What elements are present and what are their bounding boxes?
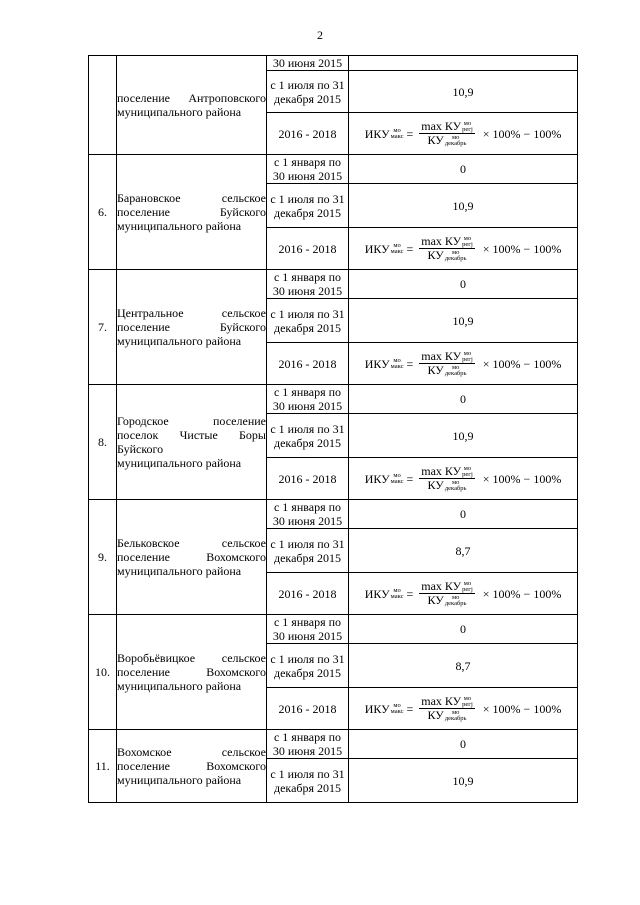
period-cell: 2016 - 2018 xyxy=(267,228,349,270)
formula-tail: × 100% − 100% xyxy=(482,471,562,486)
formula-lhs-symbol: ИКУ xyxy=(364,701,390,716)
municipality-name-line: муниципального района xyxy=(117,334,242,348)
table-row xyxy=(89,730,578,759)
municipality-name-line: муниципального района xyxy=(117,219,242,233)
formula-den-symbol: КУ xyxy=(427,133,444,147)
max-increase-formula xyxy=(365,695,562,722)
formula-den-symbol: КУ xyxy=(427,363,444,377)
value-cell: 0 xyxy=(349,500,578,529)
formula-den-sup: мо xyxy=(451,478,460,486)
municipality-name-line: муниципального района xyxy=(117,456,242,470)
period-cell: с 1 июля по 31 декабря 2015 xyxy=(267,71,349,113)
municipality-name-line: поселение Вохомского xyxy=(117,550,266,564)
value-cell xyxy=(349,228,578,270)
row-number xyxy=(89,56,117,155)
row-number: 7. xyxy=(89,270,117,385)
municipality-name-line: поселение Вохомского xyxy=(117,759,266,773)
formula-num-sub: регj xyxy=(462,240,473,248)
period-cell: с 1 июля по 31 декабря 2015 xyxy=(267,414,349,458)
formula-lhs-symbol: ИКУ xyxy=(364,241,390,256)
period-cell: 2016 - 2018 xyxy=(267,113,349,155)
formula-denominator xyxy=(426,249,469,262)
max-increase-formula xyxy=(365,580,562,607)
formula-den-sup: мо xyxy=(451,593,460,601)
formula-den-sub: декабрь xyxy=(444,714,467,722)
formula-lhs xyxy=(365,472,404,486)
formula-lhs-sub: макс xyxy=(390,592,404,600)
formula-numerator xyxy=(419,580,475,594)
formula-den-indices xyxy=(445,480,467,492)
municipality-name-line: Барановское сельское xyxy=(117,191,266,205)
municipality-name xyxy=(117,615,267,730)
value-cell: 0 xyxy=(349,270,578,299)
formula-den-symbol: КУ xyxy=(427,478,444,492)
table-row xyxy=(89,385,578,414)
period-cell: с 1 января по 30 июня 2015 xyxy=(267,615,349,644)
formula-tail: × 100% − 100% xyxy=(482,586,562,601)
formula-num-indices xyxy=(462,466,473,478)
formula-lhs-indices xyxy=(391,473,404,485)
period-cell: с 1 июля по 31 декабря 2015 xyxy=(267,644,349,688)
formula-lhs xyxy=(365,127,404,141)
municipality-name-line: поселок Чистые Боры xyxy=(117,428,266,442)
tariff-table xyxy=(88,55,578,803)
municipality-name xyxy=(117,155,267,270)
formula-equals: = xyxy=(406,701,414,716)
formula-num-indices xyxy=(462,696,473,708)
formula-lhs-sup: мо xyxy=(393,701,401,709)
municipality-name xyxy=(117,385,267,500)
formula-den-sub: декабрь xyxy=(444,599,467,607)
formula-denominator xyxy=(426,709,469,722)
formula-lhs-indices xyxy=(391,243,404,255)
value-cell: 10,9 xyxy=(349,299,578,343)
period-cell: с 1 января по 30 июня 2015 xyxy=(267,730,349,759)
formula-num-sup: мо xyxy=(463,694,472,702)
formula-numerator xyxy=(419,465,475,479)
formula-lhs-sup: мо xyxy=(393,471,401,479)
formula-num-sub: регj xyxy=(462,355,473,363)
municipality-name-line: поселение Антроповского xyxy=(117,91,266,105)
formula-lhs-sub: макс xyxy=(390,132,404,140)
formula-fraction xyxy=(419,695,475,722)
formula-fraction xyxy=(419,350,475,377)
formula-den-indices xyxy=(445,250,467,262)
formula-numerator xyxy=(419,695,475,709)
formula-den-symbol: КУ xyxy=(427,708,444,722)
max-increase-formula xyxy=(365,465,562,492)
formula-fraction xyxy=(419,120,475,147)
period-cell: с 1 июля по 31 декабря 2015 xyxy=(267,299,349,343)
municipality-name-line: муниципального района xyxy=(117,105,242,119)
formula-den-sup: мо xyxy=(451,133,460,141)
formula-lhs-symbol: ИКУ xyxy=(364,356,390,371)
municipality-name-line: муниципального района xyxy=(117,564,242,578)
municipality-name-line: Вохомское сельское xyxy=(117,745,266,759)
municipality-name-line: Бельковское сельское xyxy=(117,536,266,550)
municipality-name-line: муниципального района xyxy=(117,773,242,787)
formula-den-sup: мо xyxy=(451,708,460,716)
value-cell: 0 xyxy=(349,615,578,644)
municipality-name-line: поселение Буйского xyxy=(117,205,266,219)
period-cell: с 1 июля по 31 декабря 2015 xyxy=(267,529,349,573)
row-number: 10. xyxy=(89,615,117,730)
value-cell xyxy=(349,56,578,71)
municipality-name-line: Буйского xyxy=(117,442,164,456)
formula-lhs-sup: мо xyxy=(393,126,401,134)
formula-num-sup: мо xyxy=(463,579,472,587)
municipality-name xyxy=(117,270,267,385)
formula-den-sub: декабрь xyxy=(444,254,467,262)
formula-denominator xyxy=(426,134,469,147)
row-number: 8. xyxy=(89,385,117,500)
period-cell: 30 июня 2015 xyxy=(267,56,349,71)
period-cell: с 1 января по 30 июня 2015 xyxy=(267,155,349,184)
formula-lhs xyxy=(365,702,404,716)
formula-num-symbol: max КУ xyxy=(421,349,462,363)
formula-tail: × 100% − 100% xyxy=(482,241,562,256)
value-cell xyxy=(349,688,578,730)
formula-equals: = xyxy=(406,241,414,256)
formula-lhs-indices xyxy=(391,358,404,370)
max-increase-formula xyxy=(365,350,562,377)
value-cell: 8,7 xyxy=(349,644,578,688)
formula-den-indices xyxy=(445,365,467,377)
period-cell: 2016 - 2018 xyxy=(267,343,349,385)
formula-num-symbol: max КУ xyxy=(421,234,462,248)
municipality-name xyxy=(117,500,267,615)
formula-num-indices xyxy=(462,121,473,133)
period-cell: с 1 января по 30 июня 2015 xyxy=(267,500,349,529)
municipality-name-line: поселение Буйского xyxy=(117,320,266,334)
formula-tail: × 100% − 100% xyxy=(482,126,562,141)
period-cell: 2016 - 2018 xyxy=(267,688,349,730)
value-cell xyxy=(349,458,578,500)
formula-lhs xyxy=(365,587,404,601)
municipality-name-line: Центральное сельское xyxy=(117,306,266,320)
formula-den-indices xyxy=(445,710,467,722)
formula-lhs-indices xyxy=(391,588,404,600)
formula-den-indices xyxy=(445,135,467,147)
formula-num-sup: мо xyxy=(463,234,472,242)
formula-denominator xyxy=(426,594,469,607)
value-cell xyxy=(349,573,578,615)
value-cell xyxy=(349,343,578,385)
formula-fraction xyxy=(419,580,475,607)
formula-den-sub: декабрь xyxy=(444,139,467,147)
formula-num-sup: мо xyxy=(463,464,472,472)
table-row xyxy=(89,155,578,184)
formula-lhs-sub: макс xyxy=(390,362,404,370)
formula-num-sub: регj xyxy=(462,470,473,478)
formula-num-symbol: max КУ xyxy=(421,464,462,478)
formula-fraction xyxy=(419,465,475,492)
formula-numerator xyxy=(419,350,475,364)
municipality-name-line: Воробьёвицкое сельское xyxy=(117,651,266,665)
formula-num-indices xyxy=(462,581,473,593)
formula-num-symbol: max КУ xyxy=(421,579,462,593)
table-row xyxy=(89,615,578,644)
formula-num-sub: регj xyxy=(462,700,473,708)
formula-equals: = xyxy=(406,126,414,141)
formula-den-sup: мо xyxy=(451,248,460,256)
formula-num-indices xyxy=(462,351,473,363)
formula-lhs-symbol: ИКУ xyxy=(364,126,390,141)
value-cell: 10,9 xyxy=(349,184,578,228)
municipality-name xyxy=(117,56,267,155)
formula-den-symbol: КУ xyxy=(427,248,444,262)
row-number: 11. xyxy=(89,730,117,803)
value-cell xyxy=(349,113,578,155)
max-increase-formula xyxy=(365,235,562,262)
formula-lhs-sup: мо xyxy=(393,356,401,364)
formula-denominator xyxy=(426,364,469,377)
formula-lhs-sup: мо xyxy=(393,586,401,594)
value-cell: 10,9 xyxy=(349,71,578,113)
table-row xyxy=(89,500,578,529)
municipality-name-line: поселение Вохомского xyxy=(117,665,266,679)
formula-equals: = xyxy=(406,586,414,601)
municipality-name-line: муниципального района xyxy=(117,679,242,693)
table-row xyxy=(89,270,578,299)
formula-num-sup: мо xyxy=(463,119,472,127)
max-increase-formula xyxy=(365,120,562,147)
value-cell: 8,7 xyxy=(349,529,578,573)
formula-den-sup: мо xyxy=(451,363,460,371)
period-cell: с 1 июля по 31 декабря 2015 xyxy=(267,759,349,803)
formula-equals: = xyxy=(406,356,414,371)
municipality-name xyxy=(117,730,267,803)
period-cell: с 1 января по 30 июня 2015 xyxy=(267,385,349,414)
period-cell: с 1 января по 30 июня 2015 xyxy=(267,270,349,299)
formula-tail: × 100% − 100% xyxy=(482,356,562,371)
formula-numerator xyxy=(419,120,475,134)
value-cell: 0 xyxy=(349,155,578,184)
formula-num-sub: регj xyxy=(462,125,473,133)
formula-fraction xyxy=(419,235,475,262)
formula-num-sub: регj xyxy=(462,585,473,593)
value-cell: 10,9 xyxy=(349,759,578,803)
formula-lhs-symbol: ИКУ xyxy=(364,471,390,486)
formula-lhs-sup: мо xyxy=(393,241,401,249)
formula-num-symbol: max КУ xyxy=(421,694,462,708)
row-number: 9. xyxy=(89,500,117,615)
formula-equals: = xyxy=(406,471,414,486)
formula-lhs-sub: макс xyxy=(390,247,404,255)
formula-lhs xyxy=(365,242,404,256)
formula-num-symbol: max КУ xyxy=(421,119,462,133)
value-cell: 0 xyxy=(349,730,578,759)
table-row xyxy=(89,56,578,71)
formula-lhs-symbol: ИКУ xyxy=(364,586,390,601)
period-cell: 2016 - 2018 xyxy=(267,573,349,615)
formula-lhs-indices xyxy=(391,703,404,715)
formula-numerator xyxy=(419,235,475,249)
formula-den-sub: декабрь xyxy=(444,369,467,377)
period-cell: с 1 июля по 31 декабря 2015 xyxy=(267,184,349,228)
formula-lhs xyxy=(365,357,404,371)
value-cell: 0 xyxy=(349,385,578,414)
formula-lhs-indices xyxy=(391,128,404,140)
formula-den-indices xyxy=(445,595,467,607)
formula-denominator xyxy=(426,479,469,492)
page-number: 2 xyxy=(317,28,323,42)
formula-lhs-sub: макс xyxy=(390,707,404,715)
formula-den-sub: декабрь xyxy=(444,484,467,492)
value-cell: 10,9 xyxy=(349,414,578,458)
formula-num-sup: мо xyxy=(463,349,472,357)
formula-den-symbol: КУ xyxy=(427,593,444,607)
row-number: 6. xyxy=(89,155,117,270)
formula-tail: × 100% − 100% xyxy=(482,701,562,716)
formula-lhs-sub: макс xyxy=(390,477,404,485)
municipality-name-line: Городское поселение xyxy=(117,414,266,428)
formula-num-indices xyxy=(462,236,473,248)
period-cell: 2016 - 2018 xyxy=(267,458,349,500)
